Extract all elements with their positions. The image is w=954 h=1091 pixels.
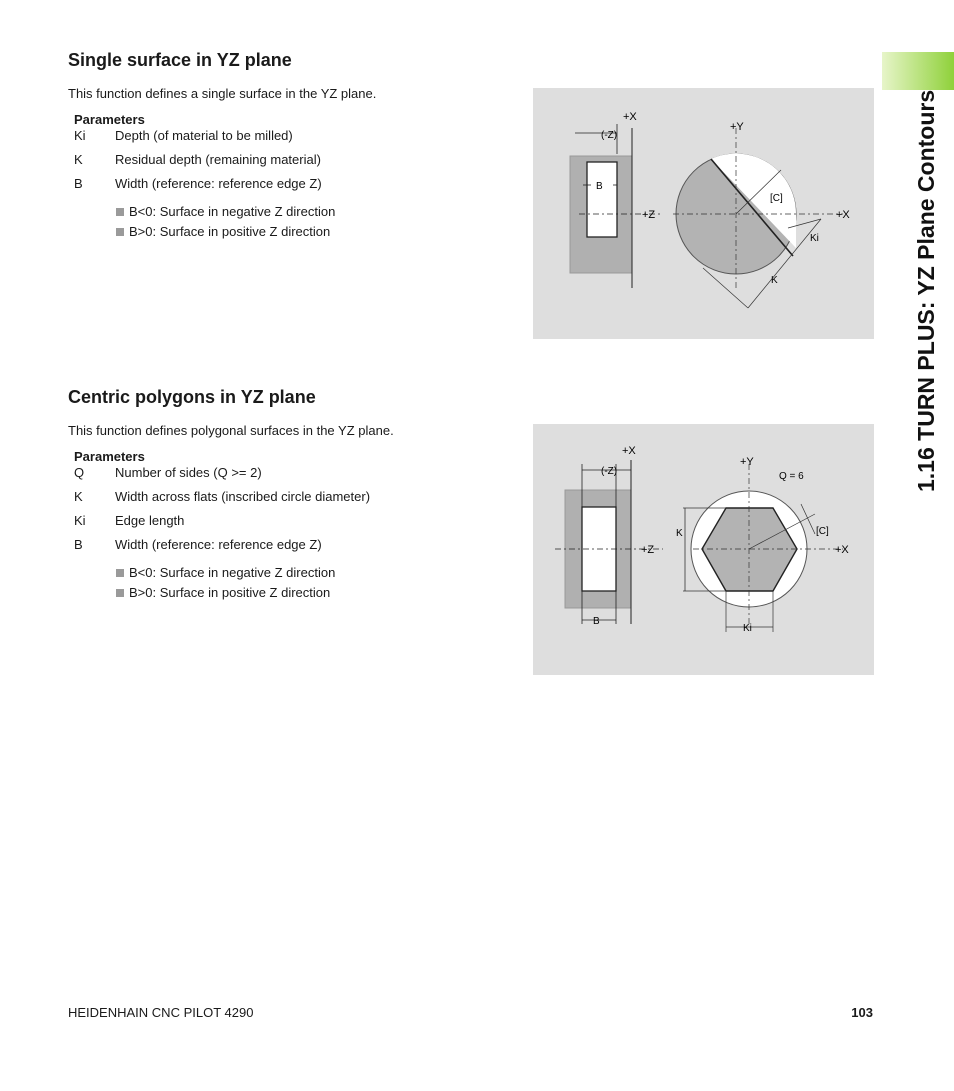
parameter-row: [74, 489, 508, 513]
axis-label-y: +Y: [730, 121, 744, 133]
section-title: Centric polygons in YZ plane: [68, 387, 316, 407]
c-label: [C]: [770, 193, 783, 204]
parameters-heading: Parameters: [74, 112, 145, 127]
parameter-row: [74, 465, 508, 489]
parameter-description: Number of sides (Q >= 2): [115, 465, 262, 480]
section-title: Single surface in YZ plane: [68, 50, 292, 70]
single-surface-svg: [533, 88, 874, 339]
parameter-key: K: [74, 489, 83, 504]
square-bullet-icon: [116, 228, 124, 236]
parameter-description: Width across flats (inscribed circle diameter): [115, 489, 371, 504]
axis-label-z: +Z: [642, 209, 656, 221]
centric-polygon-svg: [533, 424, 874, 675]
bullet-item: B>0: Surface in positive Z direction: [116, 222, 508, 242]
chapter-title: 1.16 TURN PLUS: YZ Plane Contours: [913, 89, 939, 492]
parameter-key: K: [74, 152, 83, 167]
parameter-description: Width (reference: reference edge Z): [115, 176, 322, 191]
parameter-key: Q: [74, 465, 85, 480]
parameter-key: Ki: [74, 128, 86, 143]
bullet-list: [68, 563, 508, 603]
q-label: Q = 6: [779, 471, 804, 482]
k-label: K: [676, 528, 683, 539]
square-bullet-icon: [116, 589, 124, 597]
single-surface-diagram: [533, 88, 874, 339]
square-bullet-icon: [116, 569, 124, 577]
parameters-heading: Parameters: [74, 449, 145, 464]
c-label: [C]: [816, 526, 829, 537]
bullet-list: [68, 202, 508, 242]
b-label: B: [593, 616, 600, 627]
neg-z-label: (-Z): [601, 130, 618, 141]
section-intro: This function defines a single surface in the YZ plane.: [68, 86, 377, 101]
axis-label-x: +X: [623, 111, 637, 123]
centric-polygon-diagram: [533, 424, 874, 675]
axis-label-y: +Y: [740, 456, 754, 468]
bullet-item: B<0: Surface in negative Z direction: [116, 202, 508, 222]
square-bullet-icon: [116, 208, 124, 216]
parameter-row: [74, 128, 508, 152]
axis-label-z: +Z: [641, 544, 655, 556]
parameter-row: [74, 537, 508, 561]
footer-product: HEIDENHAIN CNC PILOT 4290: [68, 1005, 254, 1020]
section-centric-polygons: [68, 385, 508, 603]
parameter-description: Depth (of material to be milled): [115, 128, 293, 143]
axis-label-x-right: +X: [836, 209, 850, 221]
parameter-key: B: [74, 537, 83, 552]
parameter-description: Residual depth (remaining material): [115, 152, 321, 167]
parameter-row: [74, 152, 508, 176]
b-label: B: [596, 181, 603, 192]
parameter-key: B: [74, 176, 83, 191]
bullet-item: B>0: Surface in positive Z direction: [116, 583, 508, 603]
parameter-row: [74, 513, 508, 537]
parameter-description: Width (reference: reference edge Z): [115, 537, 322, 552]
ki-label: Ki: [743, 623, 752, 634]
parameter-description: Edge length: [115, 513, 185, 528]
neg-z-label: (-Z): [601, 466, 618, 477]
axis-label-x: +X: [622, 445, 636, 457]
k-label: K: [771, 275, 778, 286]
parameter-key: Ki: [74, 513, 86, 528]
ki-label: Ki: [810, 233, 819, 244]
axis-label-x-right: +X: [835, 544, 849, 556]
page-number: 103: [851, 1005, 873, 1020]
section-intro: This function defines polygonal surfaces in the YZ plane.: [68, 423, 394, 438]
bullet-item: B<0: Surface in negative Z direction: [116, 563, 508, 583]
parameter-row: [74, 176, 508, 200]
section-single-surface: [68, 48, 508, 242]
